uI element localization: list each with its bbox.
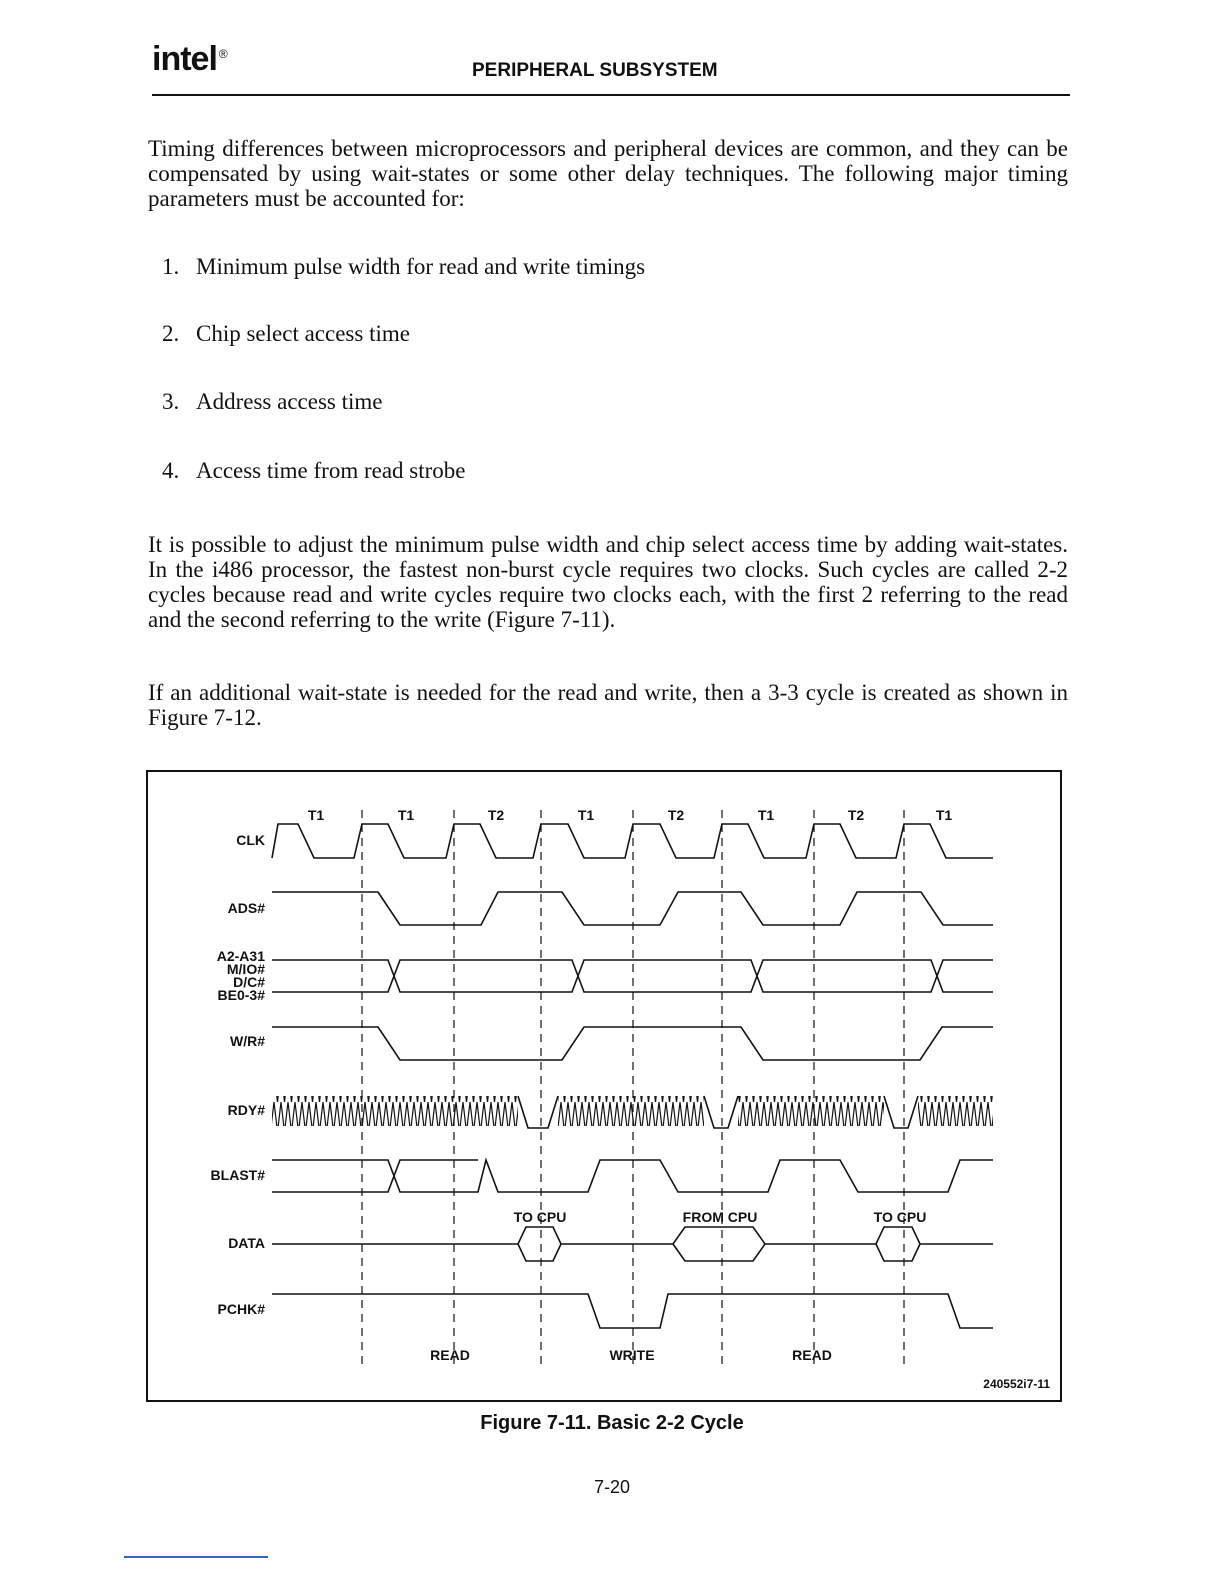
pchk-waveform xyxy=(272,1294,993,1328)
list-item xyxy=(162,254,645,280)
state-label: T1 xyxy=(935,807,953,823)
list-number: 4. xyxy=(162,458,180,483)
list-number: 2. xyxy=(162,321,180,346)
state-label: T1 xyxy=(757,807,775,823)
list-text: Address access time xyxy=(196,389,383,414)
list-item xyxy=(162,321,410,347)
signal-label-clk: CLK xyxy=(236,832,265,848)
three-three-paragraph: If an additional wait-state is needed for the read and write, then a 3-3 cycle is created as shown in Figure 7-12. xyxy=(148,680,1068,730)
figure-ref-code: 240552i7-11 xyxy=(983,1377,1050,1391)
cycle-label: READ xyxy=(792,1347,832,1363)
list-item xyxy=(162,458,466,484)
list-text: Access time from read strobe xyxy=(196,458,466,483)
rdy-hatch xyxy=(918,1096,993,1126)
signal-label-rdy: RDY# xyxy=(227,1102,265,1118)
signal-label-pchk: PCHK# xyxy=(217,1301,265,1317)
list-number: 1. xyxy=(162,254,180,279)
page-number: 7-20 xyxy=(593,1477,631,1497)
signal-label-be: BE0-3# xyxy=(217,987,265,1003)
logo-text: intel xyxy=(152,40,217,78)
registered-mark: ® xyxy=(218,46,227,61)
signal-label-data: DATA xyxy=(228,1235,265,1251)
intro-paragraph: Timing differences between microprocessors and peripheral devices are common, and they can be compensated by using wait-states or some other delay techniques. The following major timing parameters must be accounted for: xyxy=(148,136,1068,211)
list-text: Chip select access time xyxy=(196,321,410,346)
list-number: 3. xyxy=(162,389,180,414)
state-label: T1 xyxy=(307,807,325,823)
data-direction-label: TO CPU xyxy=(873,1209,927,1225)
signal-label-blast: BLAST# xyxy=(210,1167,265,1183)
list-item xyxy=(162,389,383,415)
rdy-hatch xyxy=(558,1096,704,1126)
signal-label-addr: A2-A31 xyxy=(216,948,265,964)
data-direction-label: TO CPU xyxy=(513,1209,567,1225)
signal-label-mio: M/IO# xyxy=(226,961,265,977)
timing-diagram xyxy=(148,772,1060,1400)
timing-diagram-frame xyxy=(146,770,1062,1402)
rdy-hatch xyxy=(738,1096,884,1126)
cycle-label: READ xyxy=(430,1347,470,1363)
state-label: T1 xyxy=(577,807,595,823)
intel-logo xyxy=(152,40,227,79)
state-label: T1 xyxy=(397,807,415,823)
section-title: PERIPHERAL SUBSYSTEM xyxy=(472,60,718,81)
figure-caption: Figure 7-11. Basic 2-2 Cycle xyxy=(480,1412,744,1434)
signal-label-dc: D/C# xyxy=(233,974,265,990)
cycle-label: WRITE xyxy=(609,1347,655,1363)
signal-label-ads: ADS# xyxy=(227,900,265,916)
state-label: T2 xyxy=(667,807,685,823)
signal-label-wr: W/R# xyxy=(230,1033,265,1049)
rdy-hatch xyxy=(272,1096,518,1126)
wait-state-paragraph: It is possible to adjust the minimum pulse width and chip select access time by adding wait-states. In the i486 processor, the fastest non-burst cycle requires two clocks. Such cycles are called 2-2 cycles because read and write cycles require two clocks each, with the first 2 referring to the read and the second referring to the write (Figure 7-11). xyxy=(148,532,1068,632)
list-text: Minimum pulse width for read and write timings xyxy=(196,254,646,279)
header-rule xyxy=(152,94,1070,96)
data-direction-label: FROM CPU xyxy=(682,1209,758,1225)
state-label: T2 xyxy=(487,807,505,823)
bottom-rule xyxy=(124,1556,268,1558)
state-label: T2 xyxy=(847,807,865,823)
